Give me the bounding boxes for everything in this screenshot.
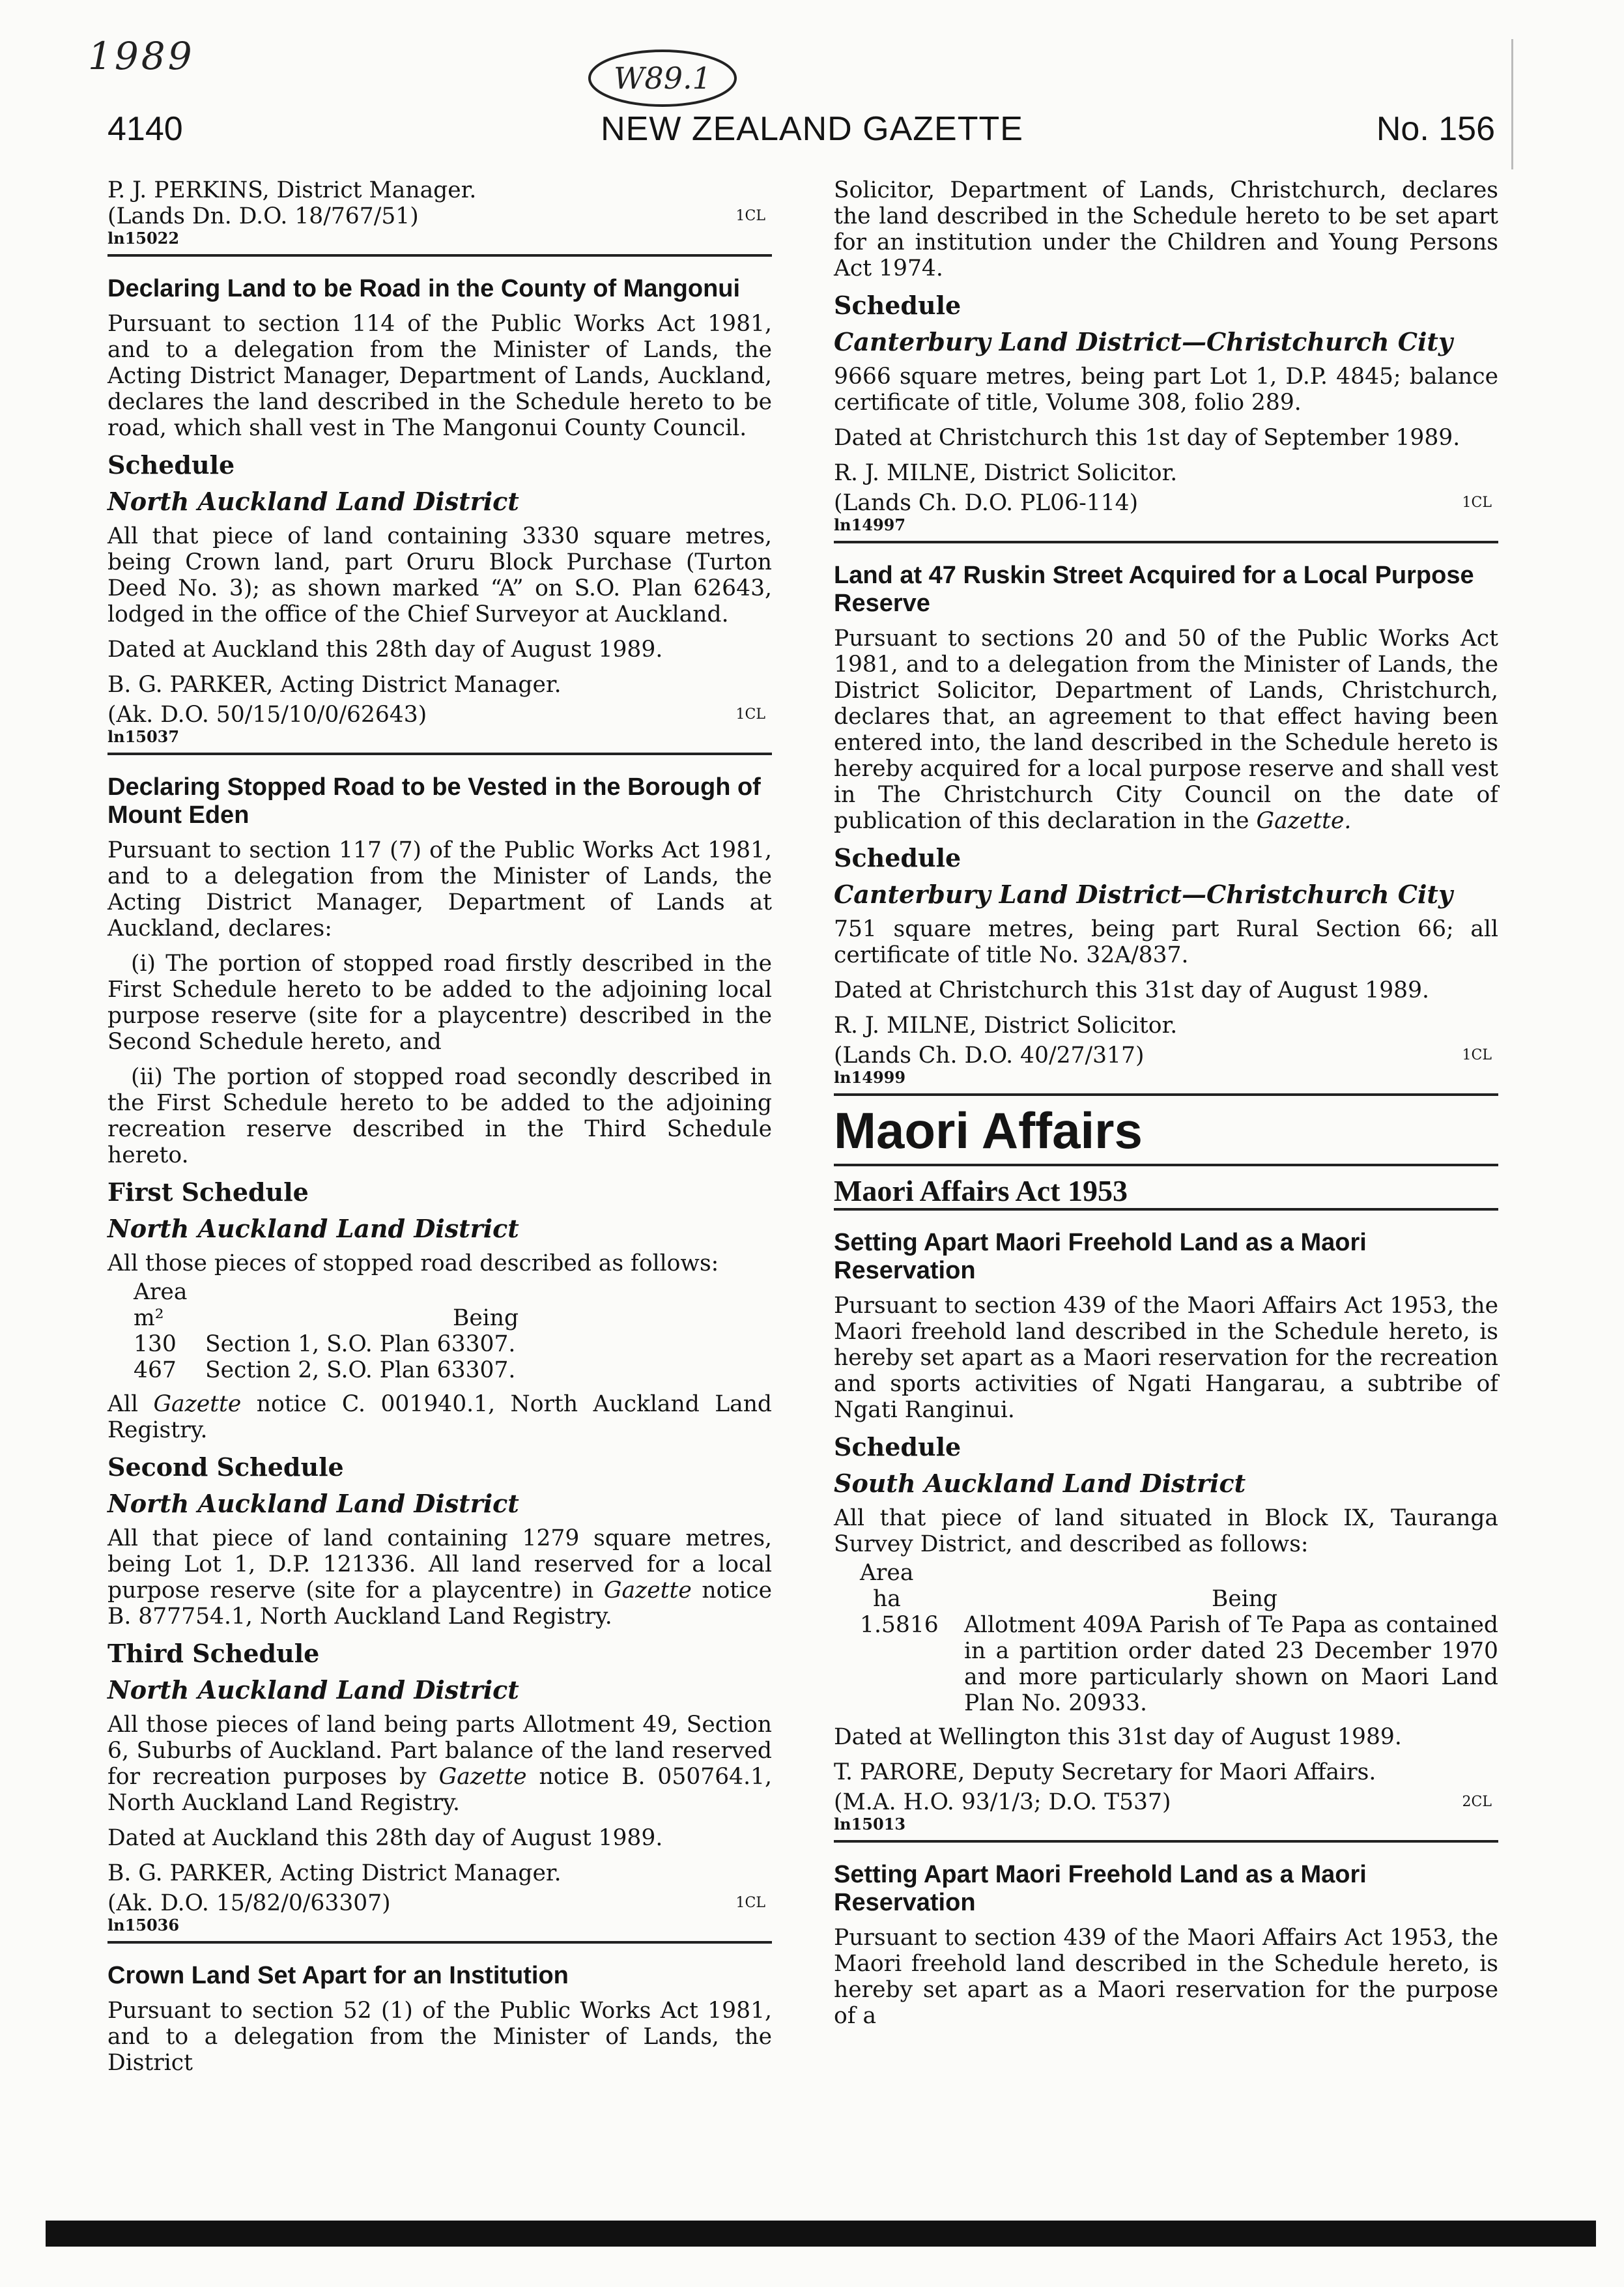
schedule-heading: Schedule — [107, 450, 235, 480]
area-cell: 1.5816 — [860, 1612, 939, 1638]
table-row — [860, 1612, 1498, 1716]
table-header-row — [134, 1305, 772, 1331]
reference-line — [834, 1043, 1498, 1069]
land-description — [107, 1525, 772, 1630]
column-header: Area — [860, 1560, 914, 1586]
notice-body — [834, 626, 1498, 834]
class-tag: 2CL — [1462, 1794, 1492, 1810]
column-header: Being — [453, 1305, 519, 1331]
notice-body: Pursuant to section 117 (7) of the Public Works Act 1981, and to a delegation from the Minister of Lands, the Acting District Manager, Department of Lands at Auckland, declares: — [107, 837, 772, 942]
notice-title: Declaring Stopped Road to be Vested in the Borough of Mount Eden — [107, 773, 761, 829]
reference: (M.A. H.O. 93/1/3; D.O. T537) — [834, 1789, 1171, 1815]
class-tag: 1CL — [1462, 1047, 1492, 1063]
divider — [834, 1840, 1498, 1843]
list-item: (ii) The portion of stopped road secondly described in the First Schedule hereto to be added to the adjoining recreation reserve described in the Third Schedule hereto. — [107, 1064, 772, 1168]
district-heading: North Auckland Land District — [107, 1214, 519, 1243]
table-intro: All that piece of land situated in Block IX, Tauranga Survey District, and described as follows: — [834, 1505, 1498, 1557]
table-row — [134, 1331, 772, 1357]
notice-title: Setting Apart Maori Freehold Land as a Maori Reservation — [834, 1229, 1367, 1284]
text-span: Gazette — [603, 1577, 692, 1604]
signatory: B. G. PARKER, Acting District Manager. — [107, 672, 562, 698]
column-header: ha — [873, 1586, 901, 1612]
schedule-heading: Third Schedule — [107, 1639, 320, 1668]
signatory: B. G. PARKER, Acting District Manager. — [107, 1860, 562, 1886]
being-cell: Allotment 409A Parish of Te Papa as contained in a partition order dated 23 December 1970 and more particularly shown on Maori Land Plan No. 20933. — [964, 1612, 1498, 1716]
reference: (Ak. D.O. 15/82/0/63307) — [107, 1890, 391, 1916]
area-cell: 130 — [134, 1331, 177, 1357]
gazette-title: NEW ZEALAND GAZETTE — [601, 110, 1023, 148]
class-tag: 1CL — [735, 1895, 765, 1911]
notice-title: Declaring Land to be Road in the County of Mangonui — [107, 275, 741, 302]
notice-code: ln14999 — [834, 1068, 906, 1087]
reference: (Lands Dn. D.O. 18/767/51) — [107, 203, 419, 229]
column-header: Being — [1212, 1586, 1278, 1612]
dated-line: Dated at Christchurch this 31st day of August 1989. — [834, 977, 1430, 1003]
text-span: All that piece of land containing 1279 square metres, being Lot 1, D.P. 121336. All land reserved for a local purpose reserve (site for a playcentre) in — [107, 1525, 772, 1604]
notice-code: ln15022 — [107, 229, 180, 248]
list-item: (i) The portion of stopped road firstly described in the First Schedule hereto to be added to the adjoining local purpose reserve (site for a playcentre) described in the Second Schedule hereto, and — [107, 951, 772, 1055]
scan-bottom-bar — [46, 2221, 1596, 2247]
table-header-row — [860, 1586, 1498, 1612]
class-tag: 1CL — [735, 706, 765, 723]
class-tag: 1CL — [735, 208, 765, 224]
table-intro: All those pieces of stopped road described as follows: — [107, 1250, 719, 1276]
district-heading: South Auckland Land District — [834, 1469, 1246, 1498]
land-description: All that piece of land containing 3330 square metres, being Crown land, part Oruru Block Purchase (Turton Deed No. 3); as shown marked “A” on S.O. Plan 62643, lodged in the office of the Chief Surveyor at Auckland. — [107, 523, 772, 627]
land-description: 751 square metres, being part Rural Section 66; all certificate of title No. 32A/837. — [834, 916, 1498, 968]
land-description — [107, 1712, 772, 1816]
table-header-row — [134, 1279, 772, 1305]
notice-title: Setting Apart Maori Freehold Land as a Maori Reservation — [834, 1861, 1367, 1916]
reference-line — [107, 203, 772, 229]
column-header: m² — [134, 1305, 164, 1331]
area-table — [860, 1560, 1498, 1716]
divider — [834, 1164, 1498, 1166]
notice-body: Pursuant to section 114 of the Public Works Act 1981, and to a delegation from the Minister of Lands, the Acting District Manager, Department of Lands, Auckland, declares the land described in the Schedule hereto to be road, which shall vest in The Mangonui County Council. — [107, 311, 772, 441]
notice-body: Pursuant to section 439 of the Maori Affairs Act 1953, the Maori freehold land described in the Schedule hereto, is hereby set apart as a Maori reservation for the recreation and sports activities of Ngati Hangarau, a subtribe of Ngati Ranginui. — [834, 1293, 1498, 1423]
notice-body: Pursuant to section 52 (1) of the Public Works Act 1981, and to a delegation from the Minister of Lands, the District — [107, 1998, 772, 2076]
notice-body: Pursuant to section 439 of the Maori Affairs Act 1953, the Maori freehold land described in the Schedule hereto, is hereby set apart as a Maori reservation for the purpose of a — [834, 1925, 1498, 2029]
area-table — [134, 1279, 772, 1383]
text-span: All those pieces of land being parts Allotment 49, Section 6, Suburbs of Auckland. Part balance of the land reserved for recreation purposes by — [107, 1712, 772, 1790]
district-heading: Canterbury Land District—Christchurch City — [834, 880, 1453, 909]
notice-body: Solicitor, Department of Lands, Christchurch, declares the land described in the Schedule hereto to be set apart for an institution under the Children and Young Persons Act 1974. — [834, 177, 1498, 281]
divider — [107, 254, 772, 257]
being-cell: Section 2, S.O. Plan 63307. — [205, 1357, 516, 1383]
notice-code: ln15036 — [107, 1916, 180, 1935]
dated-line: Dated at Auckland this 28th day of August 1989. — [107, 637, 663, 663]
notice-code: ln14997 — [834, 515, 906, 534]
text-span: Gazette. — [1256, 808, 1352, 834]
notice-title: Crown Land Set Apart for an Institution — [107, 1962, 569, 1989]
text-span: All — [107, 1391, 138, 1417]
district-heading: North Auckland Land District — [107, 1675, 519, 1704]
reference-line — [834, 1789, 1498, 1815]
text-span: Pursuant to sections 20 and 50 of the Public Works Act 1981, and to a delegation from the Minister of Lands, the District Solicitor, Department of Lands, Christchurch, declares that, an agreement to that effect having been entered into, the land described in the Schedule hereto is hereby acquired for a local purpose reserve and shall vest in The Christchurch City Council on the date of publication of this declaration in the — [834, 626, 1498, 834]
schedule-heading: Schedule — [834, 843, 962, 872]
schedule-heading: First Schedule — [107, 1177, 309, 1207]
page-number: 4140 — [107, 110, 183, 148]
schedule-heading: Schedule — [834, 1432, 962, 1461]
handwritten-year: 1989 — [88, 34, 195, 78]
reference-line — [834, 490, 1498, 516]
divider — [834, 1208, 1498, 1211]
district-heading: Canterbury Land District—Christchurch City — [834, 327, 1453, 356]
signatory: R. J. MILNE, District Solicitor. — [834, 1013, 1178, 1039]
reference-line — [107, 1890, 772, 1916]
schedule-heading: Second Schedule — [107, 1452, 344, 1482]
left-column — [107, 177, 772, 2085]
text-span: Gazette — [438, 1764, 527, 1790]
divider — [834, 541, 1498, 543]
dated-line: Dated at Christchurch this 1st day of September 1989. — [834, 425, 1460, 451]
divider — [834, 1093, 1498, 1096]
signatory: P. J. PERKINS, District Manager. — [107, 177, 477, 203]
notice-title: Land at 47 Ruskin Street Acquired for a Local Purpose Reserve — [834, 562, 1474, 617]
text-span: notice B. 050764.1, North Auckland Land Registry. — [107, 1764, 773, 1816]
section-heading: Maori Affairs — [834, 1102, 1143, 1159]
stamp-text: W89.1 — [614, 61, 711, 96]
district-heading: North Auckland Land District — [107, 487, 519, 516]
text-span: notice C. 001940.1, North Auckland Land Registry. — [107, 1391, 773, 1443]
reference-line — [107, 702, 772, 728]
table-header-row — [860, 1560, 1498, 1586]
text-span: Gazette — [153, 1391, 242, 1417]
divider — [107, 1941, 772, 1944]
notice-code: ln15013 — [834, 1815, 906, 1834]
issue-number: No. 156 — [1376, 110, 1495, 148]
being-cell: Section 1, S.O. Plan 63307. — [205, 1331, 516, 1357]
reference: (Lands Ch. D.O. 40/27/317) — [834, 1043, 1145, 1069]
schedule-heading: Schedule — [834, 291, 962, 320]
text-span: notice B. 877754.1, North Auckland Land Registry. — [107, 1577, 772, 1630]
notice-code: ln15037 — [107, 727, 180, 746]
class-tag: 1CL — [1462, 495, 1492, 511]
signatory: R. J. MILNE, District Solicitor. — [834, 460, 1178, 486]
reference: (Lands Ch. D.O. PL06-114) — [834, 490, 1139, 516]
dated-line: Dated at Auckland this 28th day of August 1989. — [107, 1825, 663, 1851]
reference: (Ak. D.O. 50/15/10/0/62643) — [107, 702, 427, 728]
gazette-header — [0, 109, 1624, 162]
handwritten-stamp — [583, 40, 743, 111]
signatory: T. PARORE, Deputy Secretary for Maori Affairs. — [834, 1759, 1376, 1785]
table-row — [134, 1357, 772, 1383]
dated-line: Dated at Wellington this 31st day of August 1989. — [834, 1724, 1402, 1750]
divider — [107, 753, 772, 755]
area-cell: 467 — [134, 1357, 177, 1383]
land-description: 9666 square metres, being part Lot 1, D.P. 4845; balance certificate of title, Volume 308, folio 289. — [834, 364, 1498, 416]
gazette-notice — [107, 1391, 772, 1443]
district-heading: North Auckland Land District — [107, 1489, 519, 1518]
column-header: Area — [134, 1279, 188, 1305]
right-column — [834, 177, 1498, 2038]
act-heading: Maori Affairs Act 1953 — [834, 1174, 1128, 1207]
